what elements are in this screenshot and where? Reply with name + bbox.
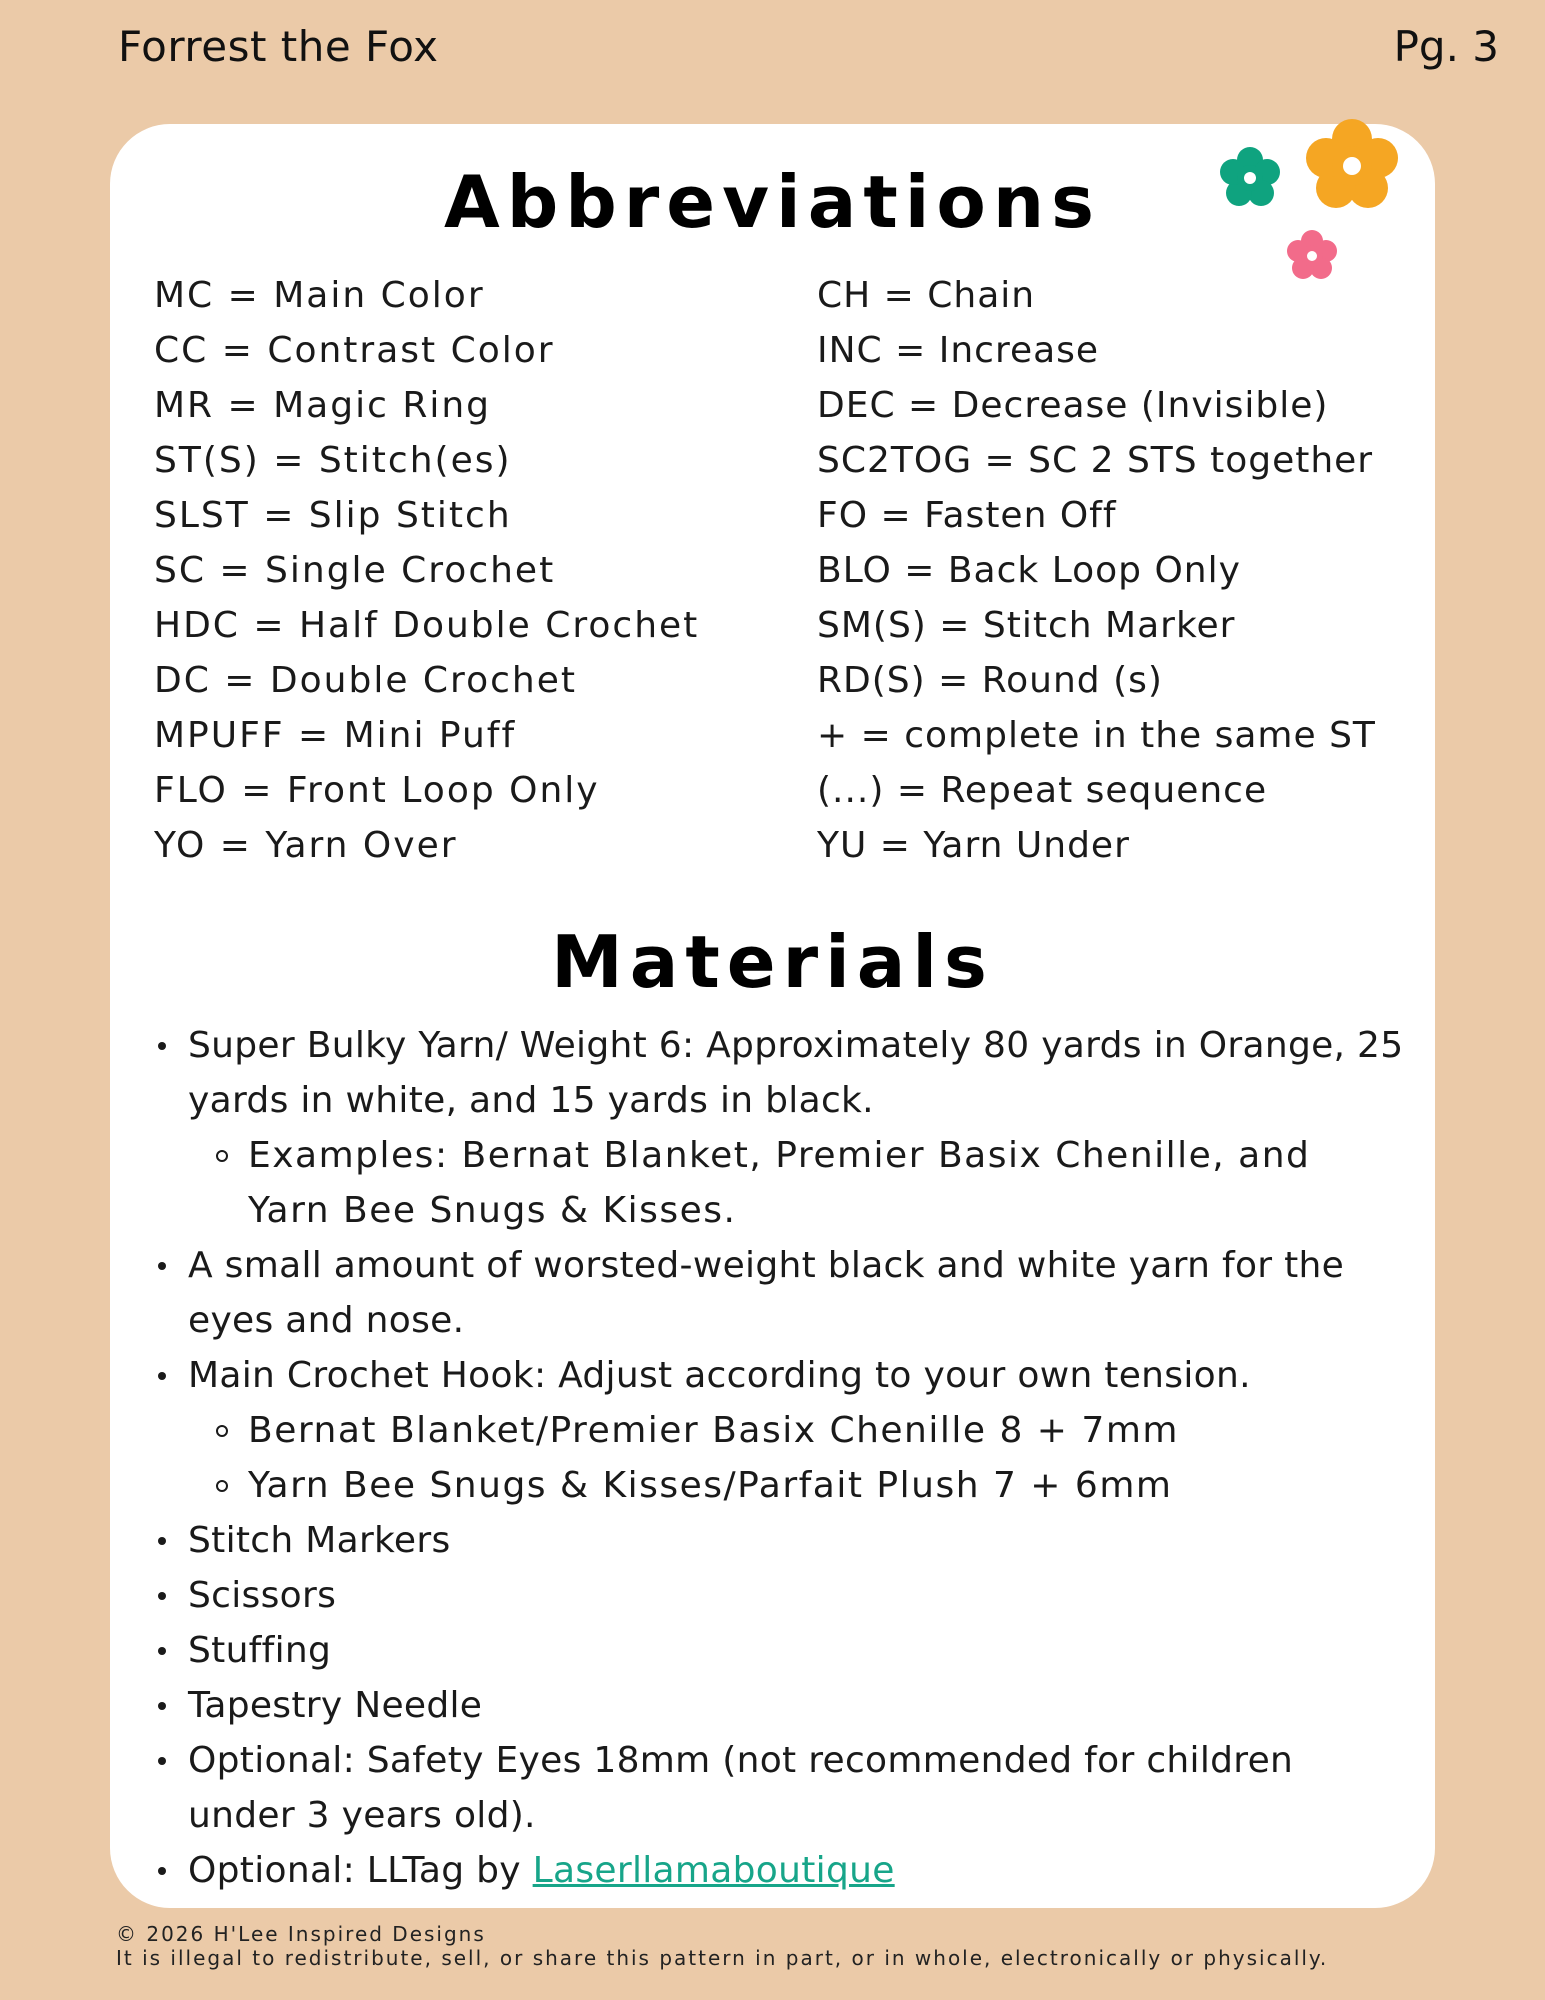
list-item: YU = Yarn Under — [817, 825, 1130, 866]
list-item: MPUFF = Mini Puff — [154, 715, 517, 756]
list-item: SC2TOG = SC 2 STS together — [817, 440, 1374, 481]
list-item: MC = Main Color — [154, 275, 485, 316]
list-item: YO = Yarn Over — [154, 825, 458, 866]
list-item: RD(S) = Round (s) — [817, 660, 1163, 701]
abbreviations-heading: Abbreviations — [443, 160, 1101, 244]
list-item: SLST = Slip Stitch — [154, 495, 512, 536]
list-item: (...) = Repeat sequence — [817, 770, 1268, 811]
list-item: INC = Increase — [817, 330, 1100, 371]
list-item: Stitch Markers — [154, 1513, 1404, 1568]
list-item: Tapestry Needle — [154, 1678, 1404, 1733]
list-item: Stuffing — [154, 1623, 1404, 1678]
list-item: SC = Single Crochet — [154, 550, 556, 591]
list-item: FO = Fasten Off — [817, 495, 1117, 536]
materials-list — [154, 1018, 1404, 1898]
copyright-text: © 2026 H'Lee Inspired Designs — [116, 1922, 486, 1946]
list-item: BLO = Back Loop Only — [817, 550, 1241, 591]
list-item: A small amount of worsted-weight black and white yarn for the eyes and nose. — [154, 1238, 1404, 1348]
list-item: DC = Double Crochet — [154, 660, 577, 701]
footer — [116, 1922, 1328, 1970]
list-item: HDC = Half Double Crochet — [154, 605, 700, 646]
list-item: Examples: Bernat Blanket, Premier Basix Chenille, and Yarn Bee Snugs & Kisses. — [154, 1128, 1404, 1238]
legal-notice: It is illegal to redistribute, sell, or share this pattern in part, or in whole, electronically or physically. — [116, 1946, 1329, 1970]
list-item: CH = Chain — [817, 275, 1036, 316]
document-title: Forrest the Fox — [118, 22, 439, 71]
list-item: Scissors — [154, 1568, 1404, 1623]
list-item: SM(S) = Stitch Marker — [817, 605, 1236, 646]
list-item — [154, 1843, 1404, 1898]
materials-heading: Materials — [551, 920, 994, 1004]
list-item: Optional: Safety Eyes 18mm (not recommended for children under 3 years old). — [154, 1733, 1404, 1843]
laserllamaboutique-link[interactable]: Laserllamaboutique — [532, 1850, 895, 1891]
list-item: DEC = Decrease (Invisible) — [817, 385, 1329, 426]
list-item: Super Bulky Yarn/ Weight 6: Approximately 80 yards in Orange, 25 yards in white, and 15 yards in black. — [154, 1018, 1404, 1128]
list-item: Yarn Bee Snugs & Kisses/Parfait Plush 7 + 6mm — [154, 1458, 1404, 1513]
abbreviations-right-list — [817, 268, 1376, 873]
list-item: Bernat Blanket/Premier Basix Chenille 8 + 7mm — [154, 1403, 1404, 1458]
list-item: CC = Contrast Color — [154, 330, 555, 371]
page-number: Pg. 3 — [1393, 22, 1499, 71]
list-item: FLO = Front Loop Only — [154, 770, 600, 811]
abbreviations-left-list — [154, 268, 699, 873]
lltag-item-label: Optional: LLTag by — [188, 1850, 533, 1891]
list-item: MR = Magic Ring — [154, 385, 492, 426]
list-item: Main Crochet Hook: Adjust according to your own tension. — [154, 1348, 1404, 1403]
list-item: ST(S) = Stitch(es) — [154, 440, 512, 481]
list-item: + = complete in the same ST — [817, 715, 1376, 756]
